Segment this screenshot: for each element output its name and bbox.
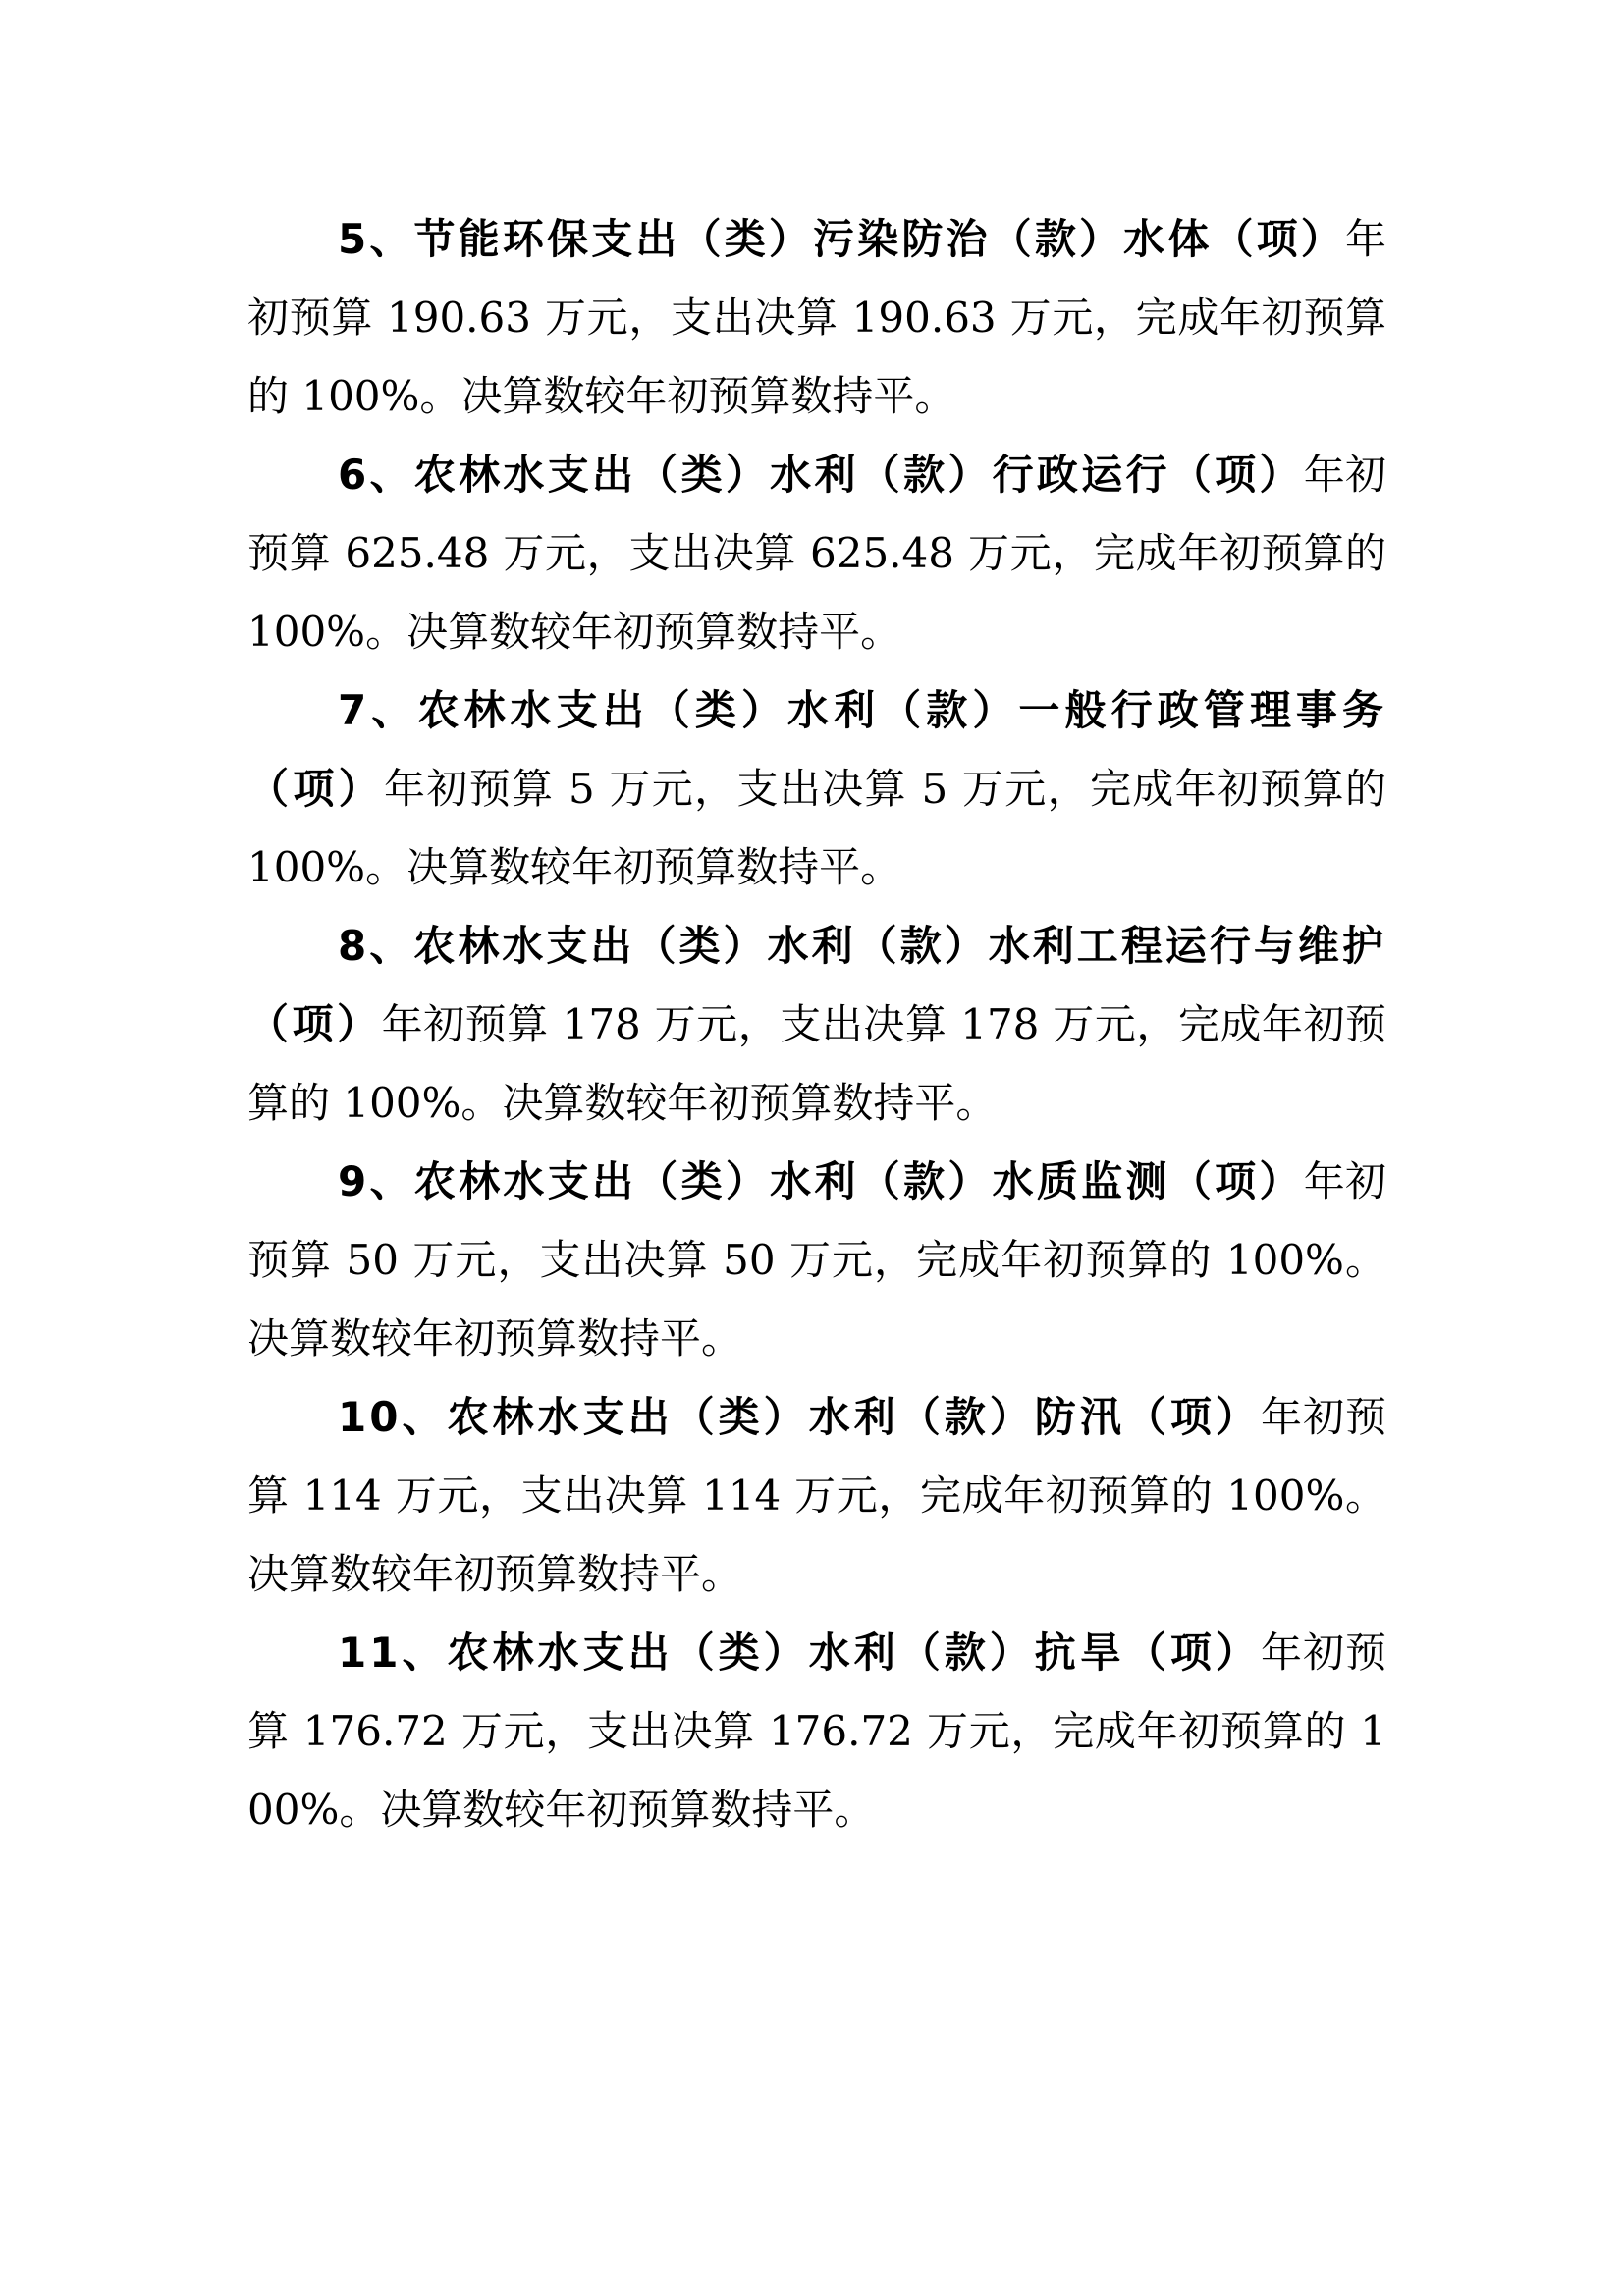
paragraph-text: 年初预算 176.72 万元，支出决算 176.72 万元，完成年初预算的 100%。决算数较年初预算数持平。 xyxy=(247,1629,1386,1834)
paragraph-heading: 9、农林水支出（类）水利（款）水质监测（项） xyxy=(338,1157,1304,1205)
paragraph-text: 年初预算 190.63 万元，支出决算 190.63 万元，完成年初预算的 100%。决算数较年初预算数持平。 xyxy=(247,215,1386,420)
paragraph-item-10 xyxy=(247,1378,1386,1614)
paragraph-item-8 xyxy=(247,907,1386,1143)
paragraph-text: 年初预算 625.48 万元，支出决算 625.48 万元，完成年初预算的 100%。决算数较年初预算数持平。 xyxy=(247,451,1386,656)
paragraph-heading: 7、农林水支出（类）水利（款）一般行政管理事务（项） xyxy=(247,686,1386,813)
paragraph-heading: 10、农林水支出（类）水利（款）防汛（项） xyxy=(338,1393,1261,1441)
paragraph-item-7 xyxy=(247,671,1386,907)
paragraph-text: 年初预算 114 万元，支出决算 114 万元，完成年初预算的 100%。决算数较年初预算数持平。 xyxy=(247,1393,1386,1598)
paragraph-text: 年初预算 178 万元，支出决算 178 万元，完成年初预算的 100%。决算数较年初预算数持平。 xyxy=(247,1000,1386,1127)
paragraph-heading: 11、农林水支出（类）水利（款）抗旱（项） xyxy=(338,1629,1261,1677)
paragraph-text: 年初预算 5 万元，支出决算 5 万元，完成年初预算的 100%。决算数较年初预算数持平。 xyxy=(247,765,1386,891)
paragraph-heading: 8、农林水支出（类）水利（款）水利工程运行与维护（项） xyxy=(247,922,1386,1048)
paragraph-item-11 xyxy=(247,1614,1386,1849)
paragraph-item-9 xyxy=(247,1143,1386,1378)
paragraph-heading: 5、节能环保支出（类）污染防治（款）水体（项） xyxy=(338,215,1345,263)
paragraph-item-5 xyxy=(247,200,1386,436)
paragraph-heading: 6、农林水支出（类）水利（款）行政运行（项） xyxy=(338,451,1304,499)
document-body xyxy=(247,200,1386,1849)
paragraph-text: 年初预算 50 万元，支出决算 50 万元，完成年初预算的 100%。决算数较年初预算数持平。 xyxy=(247,1157,1386,1362)
paragraph-item-6 xyxy=(247,436,1386,671)
